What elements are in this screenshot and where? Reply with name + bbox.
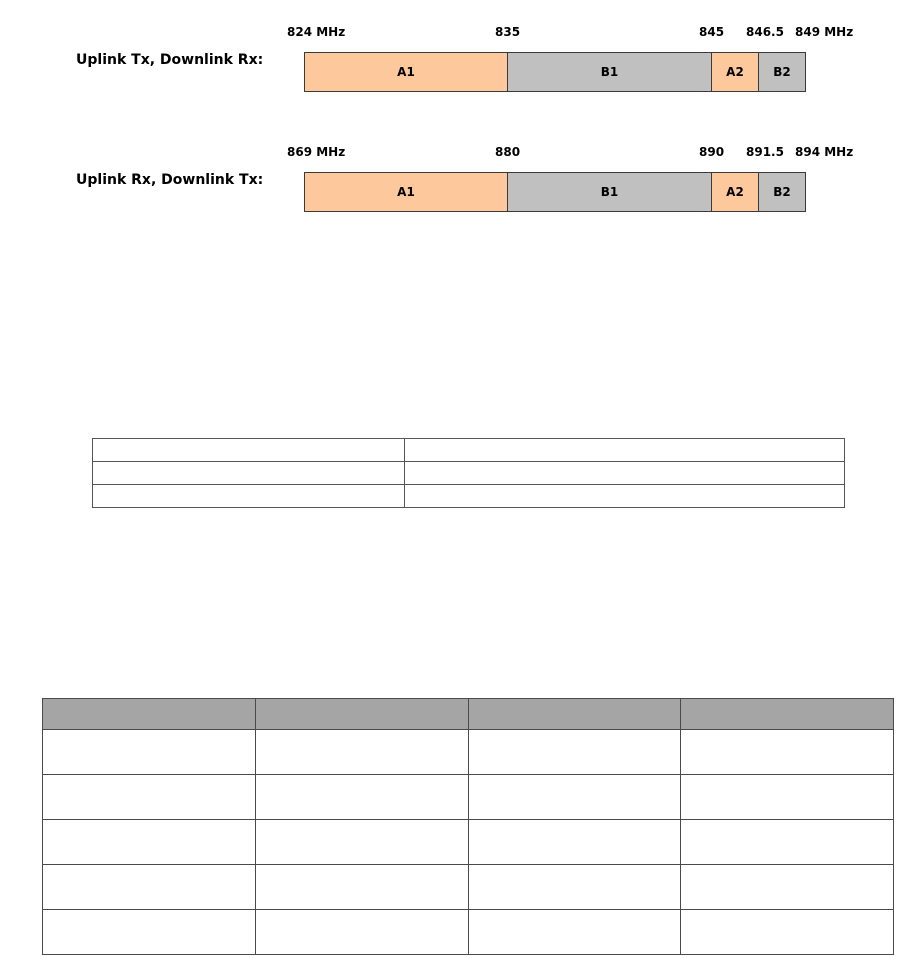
block-b1: B1 (508, 53, 712, 91)
table-row (43, 775, 894, 820)
table-cell (681, 775, 894, 820)
table-header-cell (43, 699, 256, 730)
table-row (43, 910, 894, 955)
freq-label-end: 894 MHz (795, 145, 854, 159)
table-cell (255, 730, 468, 775)
table-row (43, 730, 894, 775)
table-header-row (43, 699, 894, 730)
table-cell (93, 485, 405, 508)
freq-label-a2-b2: 891.5 (746, 145, 784, 159)
block-allocation-table (92, 438, 845, 508)
table-cell (681, 910, 894, 955)
block-b1: B1 (508, 173, 712, 211)
table-cell (255, 775, 468, 820)
table-cell (405, 439, 845, 462)
freq-label-a1-b1: 880 (495, 145, 521, 159)
table-cell (255, 820, 468, 865)
uplink-rx-band-diagram (0, 140, 904, 240)
table-cell (468, 820, 681, 865)
table-cell (468, 910, 681, 955)
uplink-tx-band-diagram (0, 20, 904, 120)
table-cell (255, 910, 468, 955)
table-row (93, 485, 845, 508)
band-bar (304, 52, 806, 92)
table-cell (93, 439, 405, 462)
table-cell (681, 820, 894, 865)
table-header-cell (468, 699, 681, 730)
freq-label-start: 824 MHz (287, 25, 346, 39)
table-cell (93, 462, 405, 485)
block-a1: A1 (305, 53, 508, 91)
table-cell (468, 730, 681, 775)
block-a2: A2 (712, 173, 759, 211)
table-cell (43, 910, 256, 955)
table-cell (681, 865, 894, 910)
table-cell (43, 865, 256, 910)
table-cell (43, 820, 256, 865)
diagram-row-label: Uplink Tx, Downlink Rx: (76, 52, 264, 68)
table-row (43, 865, 894, 910)
channel-table (42, 698, 894, 955)
block-b2: B2 (759, 173, 805, 211)
freq-label-a1-b1: 835 (495, 25, 521, 39)
freq-label-end: 849 MHz (795, 25, 854, 39)
table-cell (468, 865, 681, 910)
freq-label-b1-a2: 845 (699, 25, 725, 39)
table-row (93, 439, 845, 462)
band-bar (304, 172, 806, 212)
table-header-cell (255, 699, 468, 730)
freq-label-a2-b2: 846.5 (746, 25, 784, 39)
table-cell (468, 775, 681, 820)
table-cell (43, 775, 256, 820)
block-a2: A2 (712, 53, 759, 91)
table-cell (405, 462, 845, 485)
table-cell (405, 485, 845, 508)
table-row (93, 462, 845, 485)
table-cell (43, 730, 256, 775)
block-a1: A1 (305, 173, 508, 211)
table-cell (681, 730, 894, 775)
table-cell (255, 865, 468, 910)
freq-label-start: 869 MHz (287, 145, 346, 159)
diagram-row-label: Uplink Rx, Downlink Tx: (76, 172, 264, 188)
freq-label-b1-a2: 890 (699, 145, 725, 159)
table-row (43, 820, 894, 865)
block-b2: B2 (759, 53, 805, 91)
table-header-cell (681, 699, 894, 730)
